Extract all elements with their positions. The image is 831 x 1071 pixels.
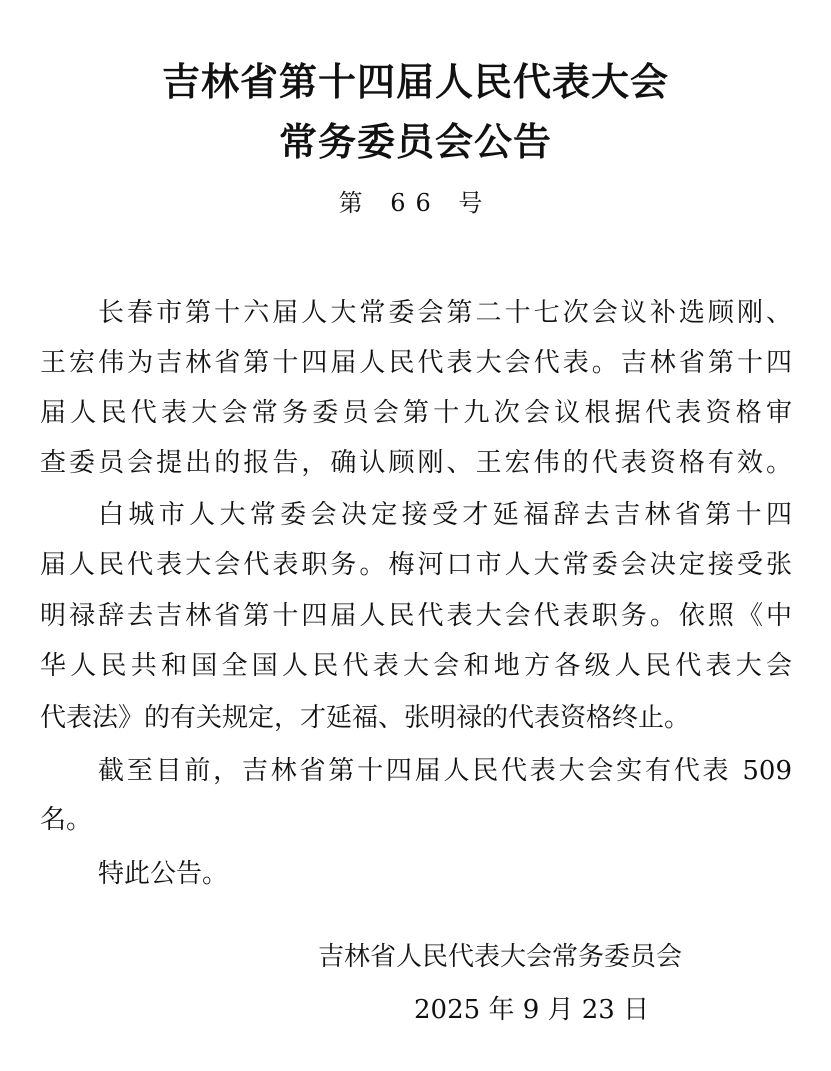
paragraph-1-line-2: 王宏伟为吉林省第十四届人民代表大会代表。吉林省第十四 — [40, 348, 792, 378]
paragraph-2-line-1: 白城市人大常委会决定接受才延福辞去吉林省第十四 — [98, 500, 792, 530]
paragraph-1-line-3: 届人民代表大会常务委员会第十九次会议根据代表资格审 — [40, 398, 792, 428]
document-number: 第 66 号 — [338, 189, 493, 217]
paragraph-2-line-3: 明禄辞去吉林省第十四届人民代表大会代表职务。依照《中 — [40, 601, 792, 631]
paragraph-3-line-1: 截至目前，吉林省第十四届人民代表大会实有代表 509 — [98, 756, 792, 786]
signature: 吉林省人民代表大会常务委员会 — [318, 942, 683, 972]
paragraph-2-line-5: 代表法》的有关规定，才延福、张明禄的代表资格终止。 — [40, 703, 691, 733]
paragraph-1-line-4: 查委员会提出的报告，确认顾刚、王宏伟的代表资格有效。 — [40, 448, 792, 478]
paragraph-2-line-2: 届人民代表大会代表职务。梅河口市人大常委会决定接受张 — [40, 550, 792, 580]
issue-date: 2025 年 9 月 23 日 — [414, 995, 650, 1025]
title-line-1: 吉林省第十四届人民代表大会 — [161, 60, 669, 104]
paragraph-1-line-1: 长春市第十六届人大常委会第二十七次会议补选顾刚、 — [98, 298, 792, 328]
paragraph-2-line-4: 华人民共和国全国人民代表大会和地方各级人民代表大会 — [40, 651, 792, 681]
paragraph-4: 特此公告。 — [98, 859, 229, 889]
title-line-2: 常务委员会公告 — [278, 120, 552, 164]
paragraph-3-line-2: 名。 — [40, 805, 93, 835]
